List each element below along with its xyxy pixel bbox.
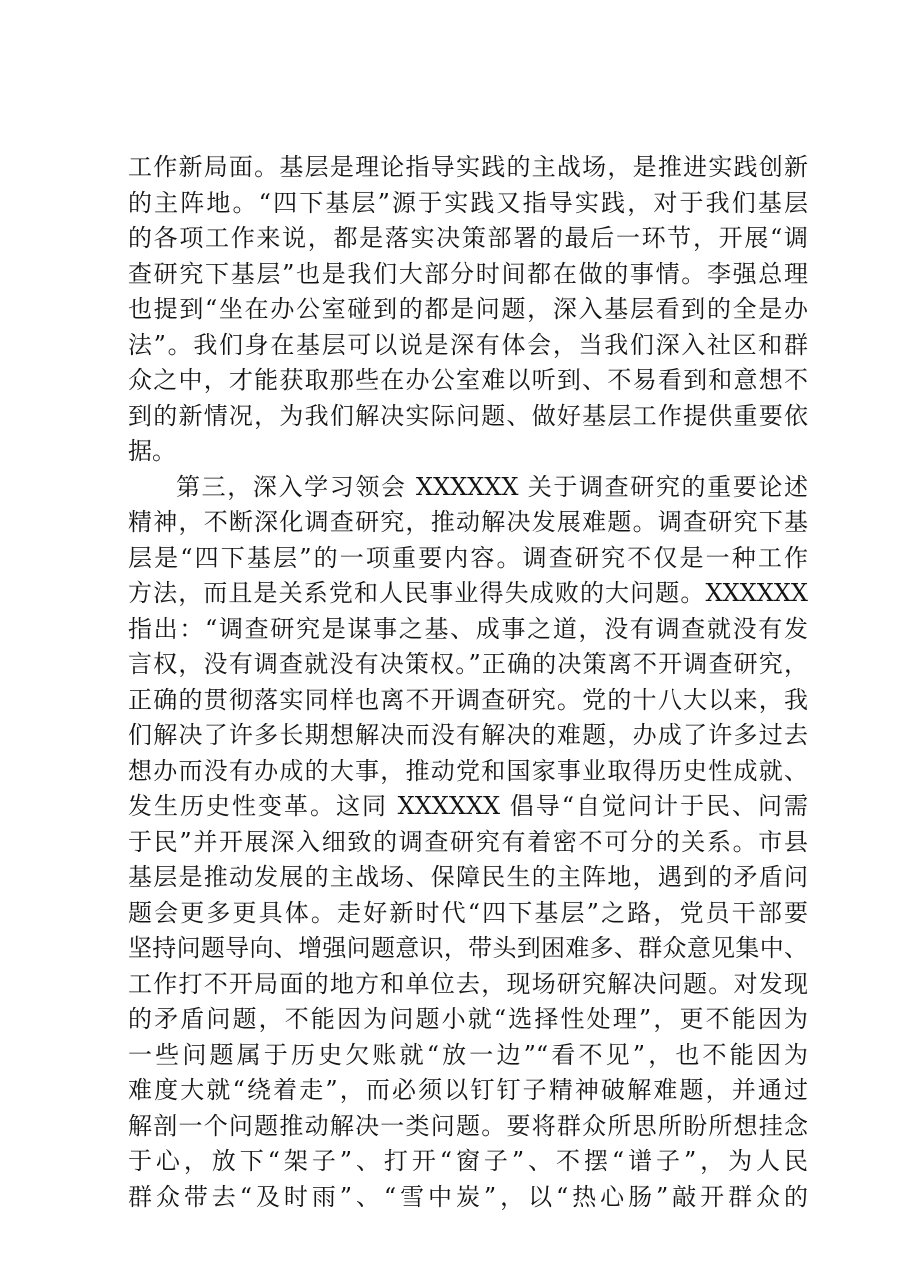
paragraph-line: 于民”并开展深入细致的调查研究有着密不可分的关系。市县 xyxy=(128,827,808,856)
paragraph-line: 的主阵地。“四下基层”源于实践又指导实践，对于我们基层 xyxy=(128,188,808,217)
paragraph-line: 到的新情况，为我们解决实际问题、做好基层工作提供重要依 xyxy=(128,401,808,430)
paragraph-line: 坚持问题导向、增强问题意识，带头到困难多、群众意见集中、 xyxy=(128,934,808,962)
paragraph-line: 言权，没有调查就没有决策权。”正确的决策离不开调查研究， xyxy=(128,650,808,678)
paragraph-line: 题会更多更具体。走好新时代“四下基层”之路，党员干部要 xyxy=(128,898,808,927)
paragraph-line: 方法，而且是关系党和人民事业得失成败的大问题。XXXXXX xyxy=(128,579,808,607)
paragraph-line: 们解决了许多长期想解决而没有解决的难题，办成了许多过去 xyxy=(128,721,808,749)
paragraph-line: 工作打不开局面的地方和单位去，现场研究解决问题。对发现 xyxy=(128,969,808,998)
paragraph-line: 基层是推动发展的主战场、保障民生的主阵地，遇到的矛盾问 xyxy=(128,863,808,891)
paragraph-line: 查研究下基层”也是我们大部分时间都在做的事情。李强总理 xyxy=(128,259,808,288)
paragraph-line: 据。 xyxy=(128,437,176,465)
paragraph-line: 难度大就“绕着走”，而必须以钉钉子精神破解难题，并通过 xyxy=(128,1076,808,1104)
paragraph-line: 一些问题属于历史欠账就“放一边”“看不见”，也不能因为 xyxy=(128,1040,808,1069)
paragraph-line: 的各项工作来说，都是落实决策部署的最后一环节，开展“调 xyxy=(128,224,808,252)
paragraph-line: 群众带去“及时雨”、“雪中炭”，以“热心肠”敲开群众的 xyxy=(128,1182,808,1211)
paragraph-line: 的矛盾问题，不能因为问题小就“选择性处理”，更不能因为 xyxy=(128,1005,808,1033)
paragraph-line: 层是“四下基层”的一项重要内容。调查研究不仅是一种工作 xyxy=(128,543,808,572)
paragraph-line: 正确的贯彻落实同样也离不开调查研究。党的十八大以来，我 xyxy=(128,685,808,714)
paragraph-line: 于心，放下“架子”、打开“窗子”、不摆“谱子”，为人民 xyxy=(128,1147,808,1175)
paragraph-line: 指出：“调查研究是谋事之基、成事之道，没有调查就没有发 xyxy=(128,614,808,643)
paragraph-line: 法”。我们身在基层可以说是深有体会，当我们深入社区和群 xyxy=(128,330,808,359)
paragraph-2 xyxy=(128,470,808,1216)
paragraph-line: 解剖一个问题推动解决一类问题。要将群众所思所盼所想挂念 xyxy=(128,1111,808,1140)
paragraph-line: 精神，不断深化调查研究，推动解决发展难题。调查研究下基 xyxy=(128,508,808,536)
paragraph-line: 工作新局面。基层是理论指导实践的主战场，是推进实践创新 xyxy=(128,153,808,181)
paragraph-line: 众之中，才能获取那些在办公室难以听到、不易看到和意想不 xyxy=(128,366,808,394)
paragraph-line: 也提到“坐在办公室碰到的都是问题，深入基层看到的全是办 xyxy=(128,295,808,323)
paragraph-line: 第三，深入学习领会 XXXXXX 关于调查研究的重要论述 xyxy=(176,472,808,501)
document-body xyxy=(128,150,808,1215)
paragraph-line: 想办而没有办成的大事，推动党和国家事业取得历史性成就、 xyxy=(128,756,808,785)
paragraph-1 xyxy=(128,150,808,470)
paragraph-line: 发生历史性变革。这同 XXXXXX 倡导“自觉问计于民、问需 xyxy=(128,792,808,820)
